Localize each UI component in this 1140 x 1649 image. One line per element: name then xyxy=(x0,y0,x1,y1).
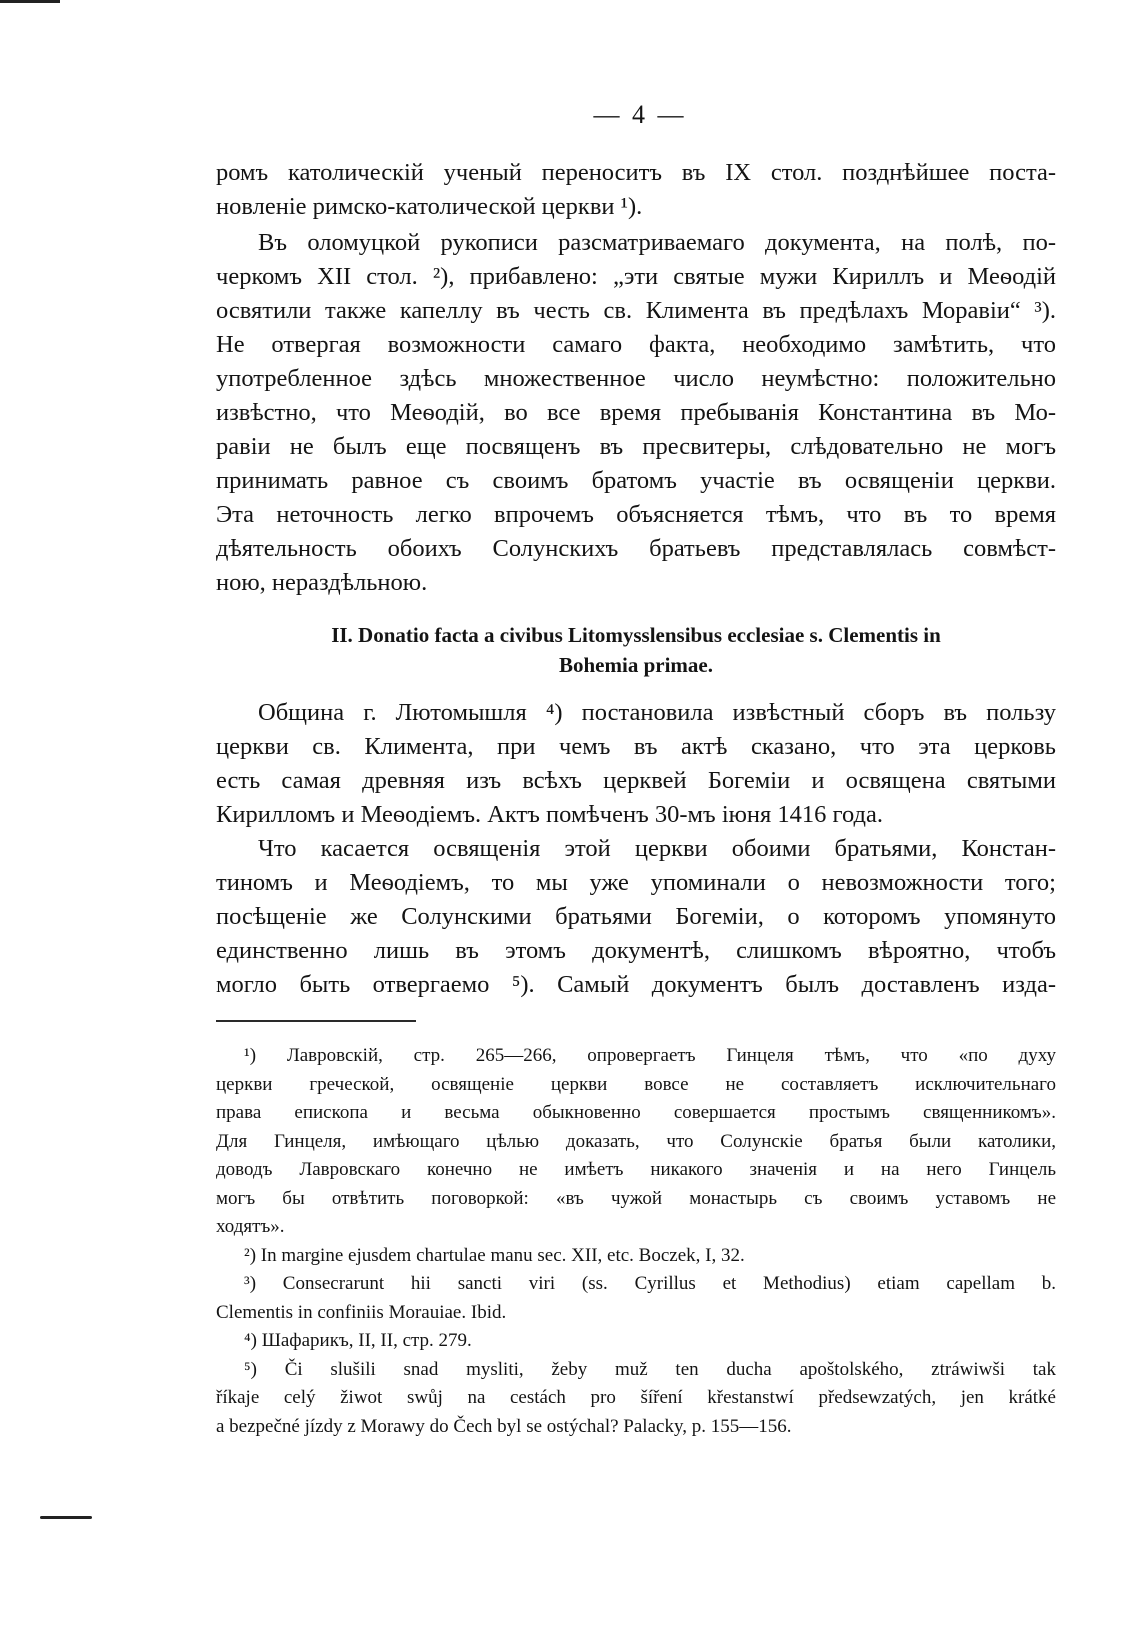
paragraph-continuation xyxy=(216,156,1056,224)
text-line: церкви св. Климента, при чемъ въ актѣ сказано, что эта церковь xyxy=(216,733,1056,760)
footnote-line: Clementis in confiniis Morauiae. Ibid. xyxy=(216,1301,507,1323)
text-line: Эта неточность легко впрочемъ объясняется тѣмъ, что въ то время xyxy=(216,501,1056,528)
text-line: посѣщеніе же Солунскими братьями Богеміи, о которомъ упомянуто xyxy=(216,903,1056,930)
footnote-line: ¹) Лавровскій, стр. 265—266, опровергаетъ Гинцеля тѣмъ, что «по духу xyxy=(244,1045,1056,1066)
footnote-line: ³) Consecrarunt hii sancti viri (ss. Cyrillus et Methodius) etiam capellam b. xyxy=(244,1273,1056,1294)
text-line: Въ оломуцкой рукописи разсматриваемаго документа, на полѣ, по- xyxy=(258,229,1056,256)
footnote-line: права епископа и весьма обыкновенно совершается простымъ священникомъ». xyxy=(216,1102,1056,1123)
text-line: ною, нераздѣльною. xyxy=(216,569,428,596)
scan-edge-mark xyxy=(0,0,60,3)
text-line: ромъ католическій ученый переноситъ въ IX стол. позднѣйшее поста- xyxy=(216,159,1056,186)
section-heading xyxy=(216,620,1056,680)
text-line: Кирилломъ и Меѳодіемъ. Актъ помѣченъ 30-мъ іюня 1416 года. xyxy=(216,801,884,828)
footnote-separator xyxy=(216,1020,416,1022)
text-line: Что касается освященія этой церкви обоими братьями, Констан- xyxy=(258,835,1056,862)
text-line: принимать равное съ своимъ братомъ участіе въ освященіи церкви. xyxy=(216,467,1056,494)
footnote-line: могъ бы отвѣтить поговоркой: «въ чужой монастырь съ своимъ уставомъ не xyxy=(216,1187,1056,1209)
text-line: есть самая древняя изъ всѣхъ церквей Богеміи и освящена святыми xyxy=(216,767,1056,794)
section-heading-line: II. Donatio facta a civibus Litomysslensibus ecclesiae s. Clementis in xyxy=(331,623,941,647)
text-line: черкомъ XII стол. ²), прибавлено: „эти святые мужи Кириллъ и Меѳодій xyxy=(216,263,1056,290)
page-number: — 4 — xyxy=(593,100,687,129)
text-line: новленіе римско-католической церкви ¹). xyxy=(216,193,643,220)
text-line: единственно лишь въ этомъ документѣ, слишкомъ вѣроятно, чтобъ xyxy=(216,937,1056,964)
footnote-line: a bezpečné jízdy z Morawy do Čech byl se ostýchal? Palacky, p. 155—156. xyxy=(216,1415,792,1437)
footnotes xyxy=(216,1042,1056,1441)
footnote-line: ⁴) Шафарикъ, II, II, стр. 279. xyxy=(244,1330,472,1351)
scan-edge-mark xyxy=(40,1516,92,1519)
text-line: Община г. Лютомышля ⁴) постановила извѣстный сборъ въ пользу xyxy=(258,699,1056,726)
footnote-line: Для Гинцеля, имѣющаго цѣлью доказать, что Солунскіе братья были католики, xyxy=(216,1130,1056,1152)
footnote-line: ходятъ». xyxy=(216,1216,285,1237)
footnote-line: доводъ Лавровскаго конечно не имѣетъ никакого значенія и на него Гинцель xyxy=(216,1159,1056,1180)
footnote-line: říkaje celý žiwot swůj na cestách pro šíření křestanstwí předsewzatých, jen krátké xyxy=(216,1387,1056,1408)
section-heading-line: Bohemia primae. xyxy=(559,653,713,677)
text-line: дѣятельность обоихъ Солунскихъ братьевъ представлялась совмѣст- xyxy=(216,535,1056,562)
paragraph-consecration xyxy=(216,832,1056,1002)
text-line: Не отвергая возможности самаго факта, необходимо замѣтить, что xyxy=(216,331,1056,358)
footnote-line: ⁵) Či slušili snad mysliti, žeby muž ten ducha apoštolského, ztráwiwši tak xyxy=(244,1358,1056,1380)
footnote-line: ²) In margine ejusdem chartulae manu sec. XII, etc. Boczek, I, 32. xyxy=(244,1244,745,1266)
text-line: извѣстно, что Меѳодій, во все время пребыванія Константина въ Мо- xyxy=(216,399,1056,426)
text-line: освятили также капеллу въ честь св. Климента въ предѣлахъ Моравіи“ ³). xyxy=(216,297,1056,324)
text-line: могло быть отвергаемо ⁵). Самый документъ былъ доставленъ изда- xyxy=(216,971,1056,998)
text-line: употребленное здѣсь множественное число неумѣстно: положительно xyxy=(216,365,1056,392)
text-line: тиномъ и Меѳодіемъ, то мы уже упоминали о невозможности того; xyxy=(216,869,1056,896)
paragraph-litomysl xyxy=(216,696,1056,832)
footnote-line: церкви греческой, освященіе церкви вовсе не составляетъ исключительнаго xyxy=(216,1073,1056,1095)
text-line: равіи не былъ еще посвященъ въ пресвитеры, слѣдовательно не могъ xyxy=(216,433,1056,460)
paragraph-olomouc-manuscript xyxy=(216,226,1056,600)
